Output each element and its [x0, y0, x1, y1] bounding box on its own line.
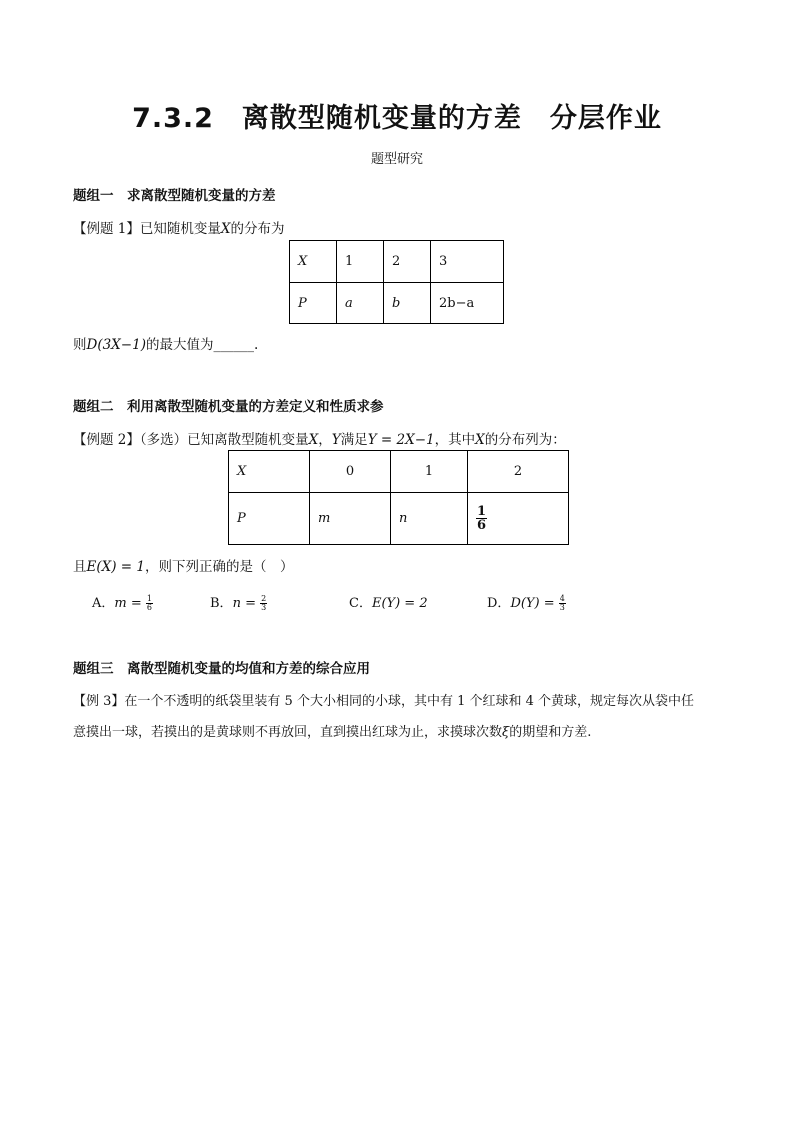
fraction-denominator: 3 — [559, 603, 565, 612]
sep: ， — [318, 432, 332, 448]
option-b[interactable] — [210, 592, 267, 612]
fraction-denominator: 6 — [477, 518, 487, 533]
fraction-denominator: 3 — [261, 603, 267, 612]
table-cell: 3 — [431, 241, 504, 283]
option-label: B． — [210, 596, 233, 611]
option-d[interactable] — [487, 592, 566, 612]
table-cell: 2 — [468, 451, 569, 493]
q-tail: 的最大值为______. — [145, 337, 259, 353]
example3-line2-b: 的期望和方差. — [509, 725, 592, 740]
group1-heading: 题组一 求离散型随机变量的方差 — [73, 188, 276, 204]
option-lhs: n = — [232, 596, 256, 611]
var-y: Y — [331, 432, 341, 448]
table-cell: P — [290, 283, 337, 324]
fraction-numerator: 2 — [261, 594, 267, 603]
table-cell: n — [391, 493, 468, 545]
var-x: X — [308, 432, 319, 448]
table-cell: b — [384, 283, 431, 324]
option-lhs: D(Y) = — [510, 596, 555, 611]
fraction-denominator: 6 — [146, 603, 152, 612]
table-cell: X — [229, 451, 310, 493]
table-cell: 1 — [337, 241, 384, 283]
cond-prefix: 且 — [73, 559, 87, 575]
example1-intro — [73, 217, 285, 237]
table-cell: 2b−a — [431, 283, 504, 324]
mid-text: ，其中 — [434, 432, 476, 448]
distribution-table-1 — [289, 240, 504, 324]
table-cell: 2 — [384, 241, 431, 283]
option-lhs: m = — [114, 596, 142, 611]
table-cell: 0 — [310, 451, 391, 493]
table-cell: P — [229, 493, 310, 545]
distribution-table-2 — [228, 450, 569, 545]
example1-question — [73, 333, 258, 353]
page-subtitle: 题型研究 — [370, 152, 423, 167]
example2-intro — [73, 428, 566, 448]
fraction — [476, 505, 487, 532]
satisfy-text: 满足 — [340, 432, 368, 448]
table1-row-p — [290, 283, 504, 324]
var-x2: X — [475, 432, 485, 448]
fraction — [146, 595, 153, 612]
q-prefix: 则 — [73, 337, 87, 353]
group2-heading: 题组二 利用离散型随机变量的方差定义和性质求参 — [73, 399, 384, 415]
table-cell: a — [337, 283, 384, 324]
example3-line2-a: 意摸出一球，若摸出的是黄球则不再放回，直到摸出红球为止，求摸球次数 — [73, 725, 503, 740]
option-a[interactable] — [92, 592, 153, 612]
fraction-numerator: 1 — [477, 504, 487, 519]
option-label: D． — [487, 596, 511, 611]
example3-line1: 【例 3】在一个不透明的纸袋里装有 5 个大小相同的小球，其中有 1 个红球和 4 个黄球，规定每次从袋中任 — [73, 694, 695, 709]
group3-heading: 题组三 离散型随机变量的均值和方差的综合应用 — [73, 661, 370, 677]
q-expr: D(3X−1) — [86, 337, 146, 353]
option-label: A． — [92, 596, 115, 611]
fraction-numerator: 1 — [146, 594, 152, 603]
cond-expr: E(X) = 1 — [86, 559, 145, 575]
fraction — [559, 595, 566, 612]
example1-intro-text: 【例题 1】已知随机变量 — [73, 221, 221, 237]
table1-row-x — [290, 241, 504, 283]
example3-line2 — [73, 721, 591, 740]
table-cell: 1 — [391, 451, 468, 493]
table-cell — [468, 493, 569, 545]
relation-expr: Y = 2X−1 — [367, 432, 435, 448]
example2-intro-text: 【例题 2】（多选）已知离散型随机变量 — [73, 432, 309, 448]
table2-row-p — [229, 493, 569, 545]
option-c[interactable] — [349, 592, 428, 611]
xi-symbol: ξ — [502, 725, 510, 740]
example1-var: X — [220, 221, 231, 237]
table-cell: X — [290, 241, 337, 283]
tail-text: 的分布列为： — [484, 432, 566, 448]
example1-intro-tail: 的分布为 — [230, 221, 285, 237]
page-title: 7.3.2 离散型随机变量的方差 分层作业 — [132, 103, 662, 134]
example2-condition — [73, 555, 293, 575]
option-label: C． — [349, 596, 372, 611]
option-expr: E(Y) = 2 — [371, 596, 428, 611]
table-cell: m — [310, 493, 391, 545]
table2-row-x — [229, 451, 569, 493]
fraction — [260, 595, 267, 612]
fraction-numerator: 4 — [559, 594, 565, 603]
cond-tail: ，则下列正确的是（ ） — [144, 559, 294, 575]
